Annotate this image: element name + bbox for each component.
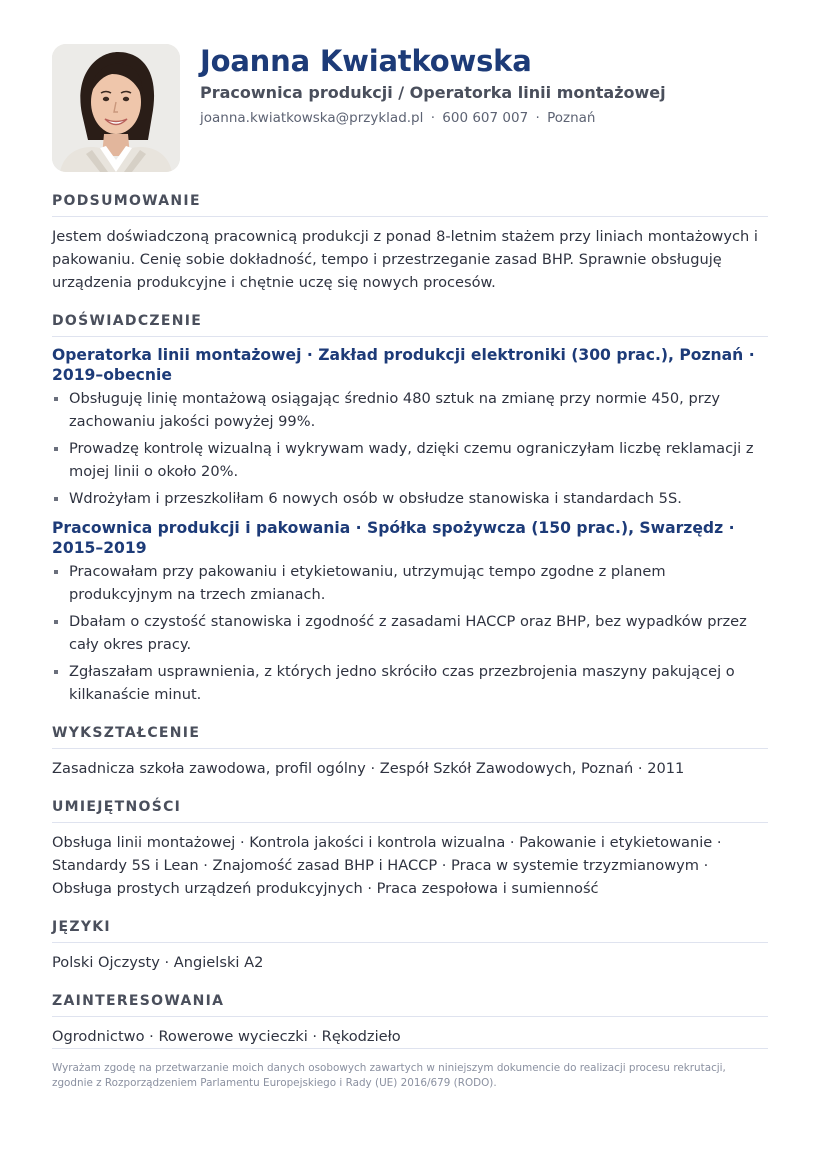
experience-section bbox=[52, 312, 768, 706]
summary-text: Jestem doświadczoną pracownicą produkcji z ponad 8-letnim stażem przy liniach montażowych i pakowaniu. Cenię sobie dokładność, tempo i przestrzeganie zasad BHP. Sprawnie obsługuję urządzenia produkcyjne i chętnie uczę się nowych procesów. bbox=[52, 228, 758, 291]
job-bullet: Pracowałam przy pakowaniu i etykietowaniu, utrzymując tempo zgodne z planem produkcyjnym na trzech zmianach. bbox=[52, 560, 768, 606]
job-bullet: Dbałam o czystość stanowiska i zgodność z zasadami HACCP oraz BHP, bez wypadków przez cały okres pracy. bbox=[52, 610, 768, 656]
interests-section bbox=[52, 992, 768, 1048]
job-bullet: Obsługuję linię montażową osiągając średnio 480 sztuk na zmianę przy normie 450, przy zachowaniu jakości powyżej 99%. bbox=[52, 387, 768, 433]
interests-text: Ogrodnictwo · Rowerowe wycieczki · Rękodzieło bbox=[52, 1028, 401, 1045]
languages-text: Polski Ojczysty · Angielski A2 bbox=[52, 954, 264, 971]
job-bullet: Prowadzę kontrolę wizualną i wykrywam wady, dzięki czemu ograniczyłam liczbę reklamacji z mojej linii o około 20%. bbox=[52, 437, 768, 483]
job-bullets bbox=[52, 560, 768, 706]
job-entry bbox=[52, 345, 768, 510]
candidate-role: Pracownica produkcji / Operatorka linii montażowej bbox=[200, 83, 666, 102]
section-title: ZAINTERESOWANIA bbox=[52, 992, 768, 1017]
contact-phone: 600 607 007 bbox=[442, 110, 529, 126]
education-section bbox=[52, 724, 768, 780]
header-text bbox=[200, 44, 666, 127]
education-text: Zasadnicza szkoła zawodowa, profil ogólny · Zespół Szkół Zawodowych, Poznań · 2011 bbox=[52, 760, 685, 777]
section-title: DOŚWIADCZENIE bbox=[52, 312, 768, 337]
contact-email: joanna.kwiatkowska@przyklad.pl bbox=[200, 110, 424, 126]
cv-header bbox=[52, 44, 768, 172]
job-title: Operatorka linii montażowej · Zakład produkcji elektroniki (300 prac.), Poznań · 2019–obecnie bbox=[52, 346, 755, 384]
portrait-image bbox=[52, 44, 180, 172]
contact-separator: · bbox=[535, 110, 540, 126]
section-title: UMIEJĘTNOŚCI bbox=[52, 798, 768, 823]
job-entry bbox=[52, 518, 768, 706]
profile-photo bbox=[52, 44, 180, 172]
contact-city: Poznań bbox=[547, 110, 596, 126]
skills-text: Obsługa linii montażowej · Kontrola jakości i kontrola wizualna · Pakowanie i etykietowanie · Standardy 5S i Lean · Znajomość zasad BHP i HACCP · Praca w systemie trzyzmianowym · Obsługa prostych urządzeń produkcyjnych · Praca zespołowa i sumienność bbox=[52, 834, 722, 897]
languages-section bbox=[52, 918, 768, 974]
skills-section bbox=[52, 798, 768, 900]
section-title: JĘZYKI bbox=[52, 918, 768, 943]
summary-section bbox=[52, 192, 768, 294]
candidate-name: Joanna Kwiatkowska bbox=[200, 44, 532, 78]
gdpr-consent: Wyrażam zgodę na przetwarzanie moich danych osobowych zawartych w niniejszym dokumencie do realizacji procesu rekrutacji, zgodnie z Rozporządzeniem Parlamentu Europejskiego i Rady (UE) 2016/679 (RODO). bbox=[52, 1048, 768, 1091]
contact-separator: · bbox=[430, 110, 435, 126]
contact-line bbox=[200, 109, 666, 127]
section-title: WYKSZTAŁCENIE bbox=[52, 724, 768, 749]
job-bullet: Zgłaszałam usprawnienia, z których jedno skróciło czas przezbrojenia maszyny pakującej o kilkanaście minut. bbox=[52, 660, 768, 706]
job-bullets bbox=[52, 387, 768, 510]
section-title: PODSUMOWANIE bbox=[52, 192, 768, 217]
job-title: Pracownica produkcji i pakowania · Spółka spożywcza (150 prac.), Swarzędz · 2015–2019 bbox=[52, 519, 735, 557]
job-bullet: Wdrożyłam i przeszkoliłam 6 nowych osób w obsłudze stanowiska i standardach 5S. bbox=[52, 487, 768, 510]
